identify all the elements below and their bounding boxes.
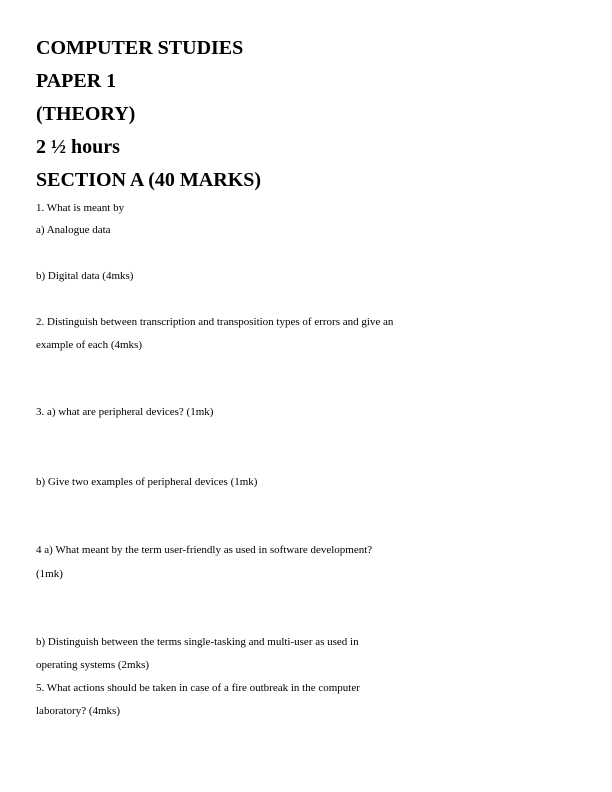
question-5-line-1: 5. What actions should be taken in case of a fire outbreak in the computer	[36, 682, 360, 694]
subject-title: COMPUTER STUDIES	[36, 37, 244, 59]
section-title: SECTION A (40 MARKS)	[36, 169, 262, 191]
exam-duration: 2 ½ hours	[36, 136, 120, 158]
question-5-line-2: laboratory? (4mks)	[36, 705, 120, 717]
question-1-stem: 1. What is meant by	[36, 202, 125, 214]
question-3a: 3. a) what are peripheral devices? (1mk)	[36, 406, 214, 418]
question-4a-line-1: 4 a) What meant by the term user-friendly as used in software development?	[36, 544, 373, 556]
question-1b: b) Digital data (4mks)	[36, 270, 134, 282]
paper-number: PAPER 1	[36, 70, 117, 92]
question-2-line-1: 2. Distinguish between transcription and transposition types of errors and give an	[36, 316, 394, 328]
question-4a-line-2: (1mk)	[36, 568, 63, 580]
paper-type: (THEORY)	[36, 103, 136, 125]
question-2-line-2: example of each (4mks)	[36, 339, 142, 351]
question-1a: a) Analogue data	[36, 224, 111, 236]
question-3b: b) Give two examples of peripheral devices (1mk)	[36, 476, 258, 488]
question-4b-line-2: operating systems (2mks)	[36, 659, 150, 671]
question-4b-line-1: b) Distinguish between the terms single-tasking and multi-user as used in	[36, 636, 359, 648]
